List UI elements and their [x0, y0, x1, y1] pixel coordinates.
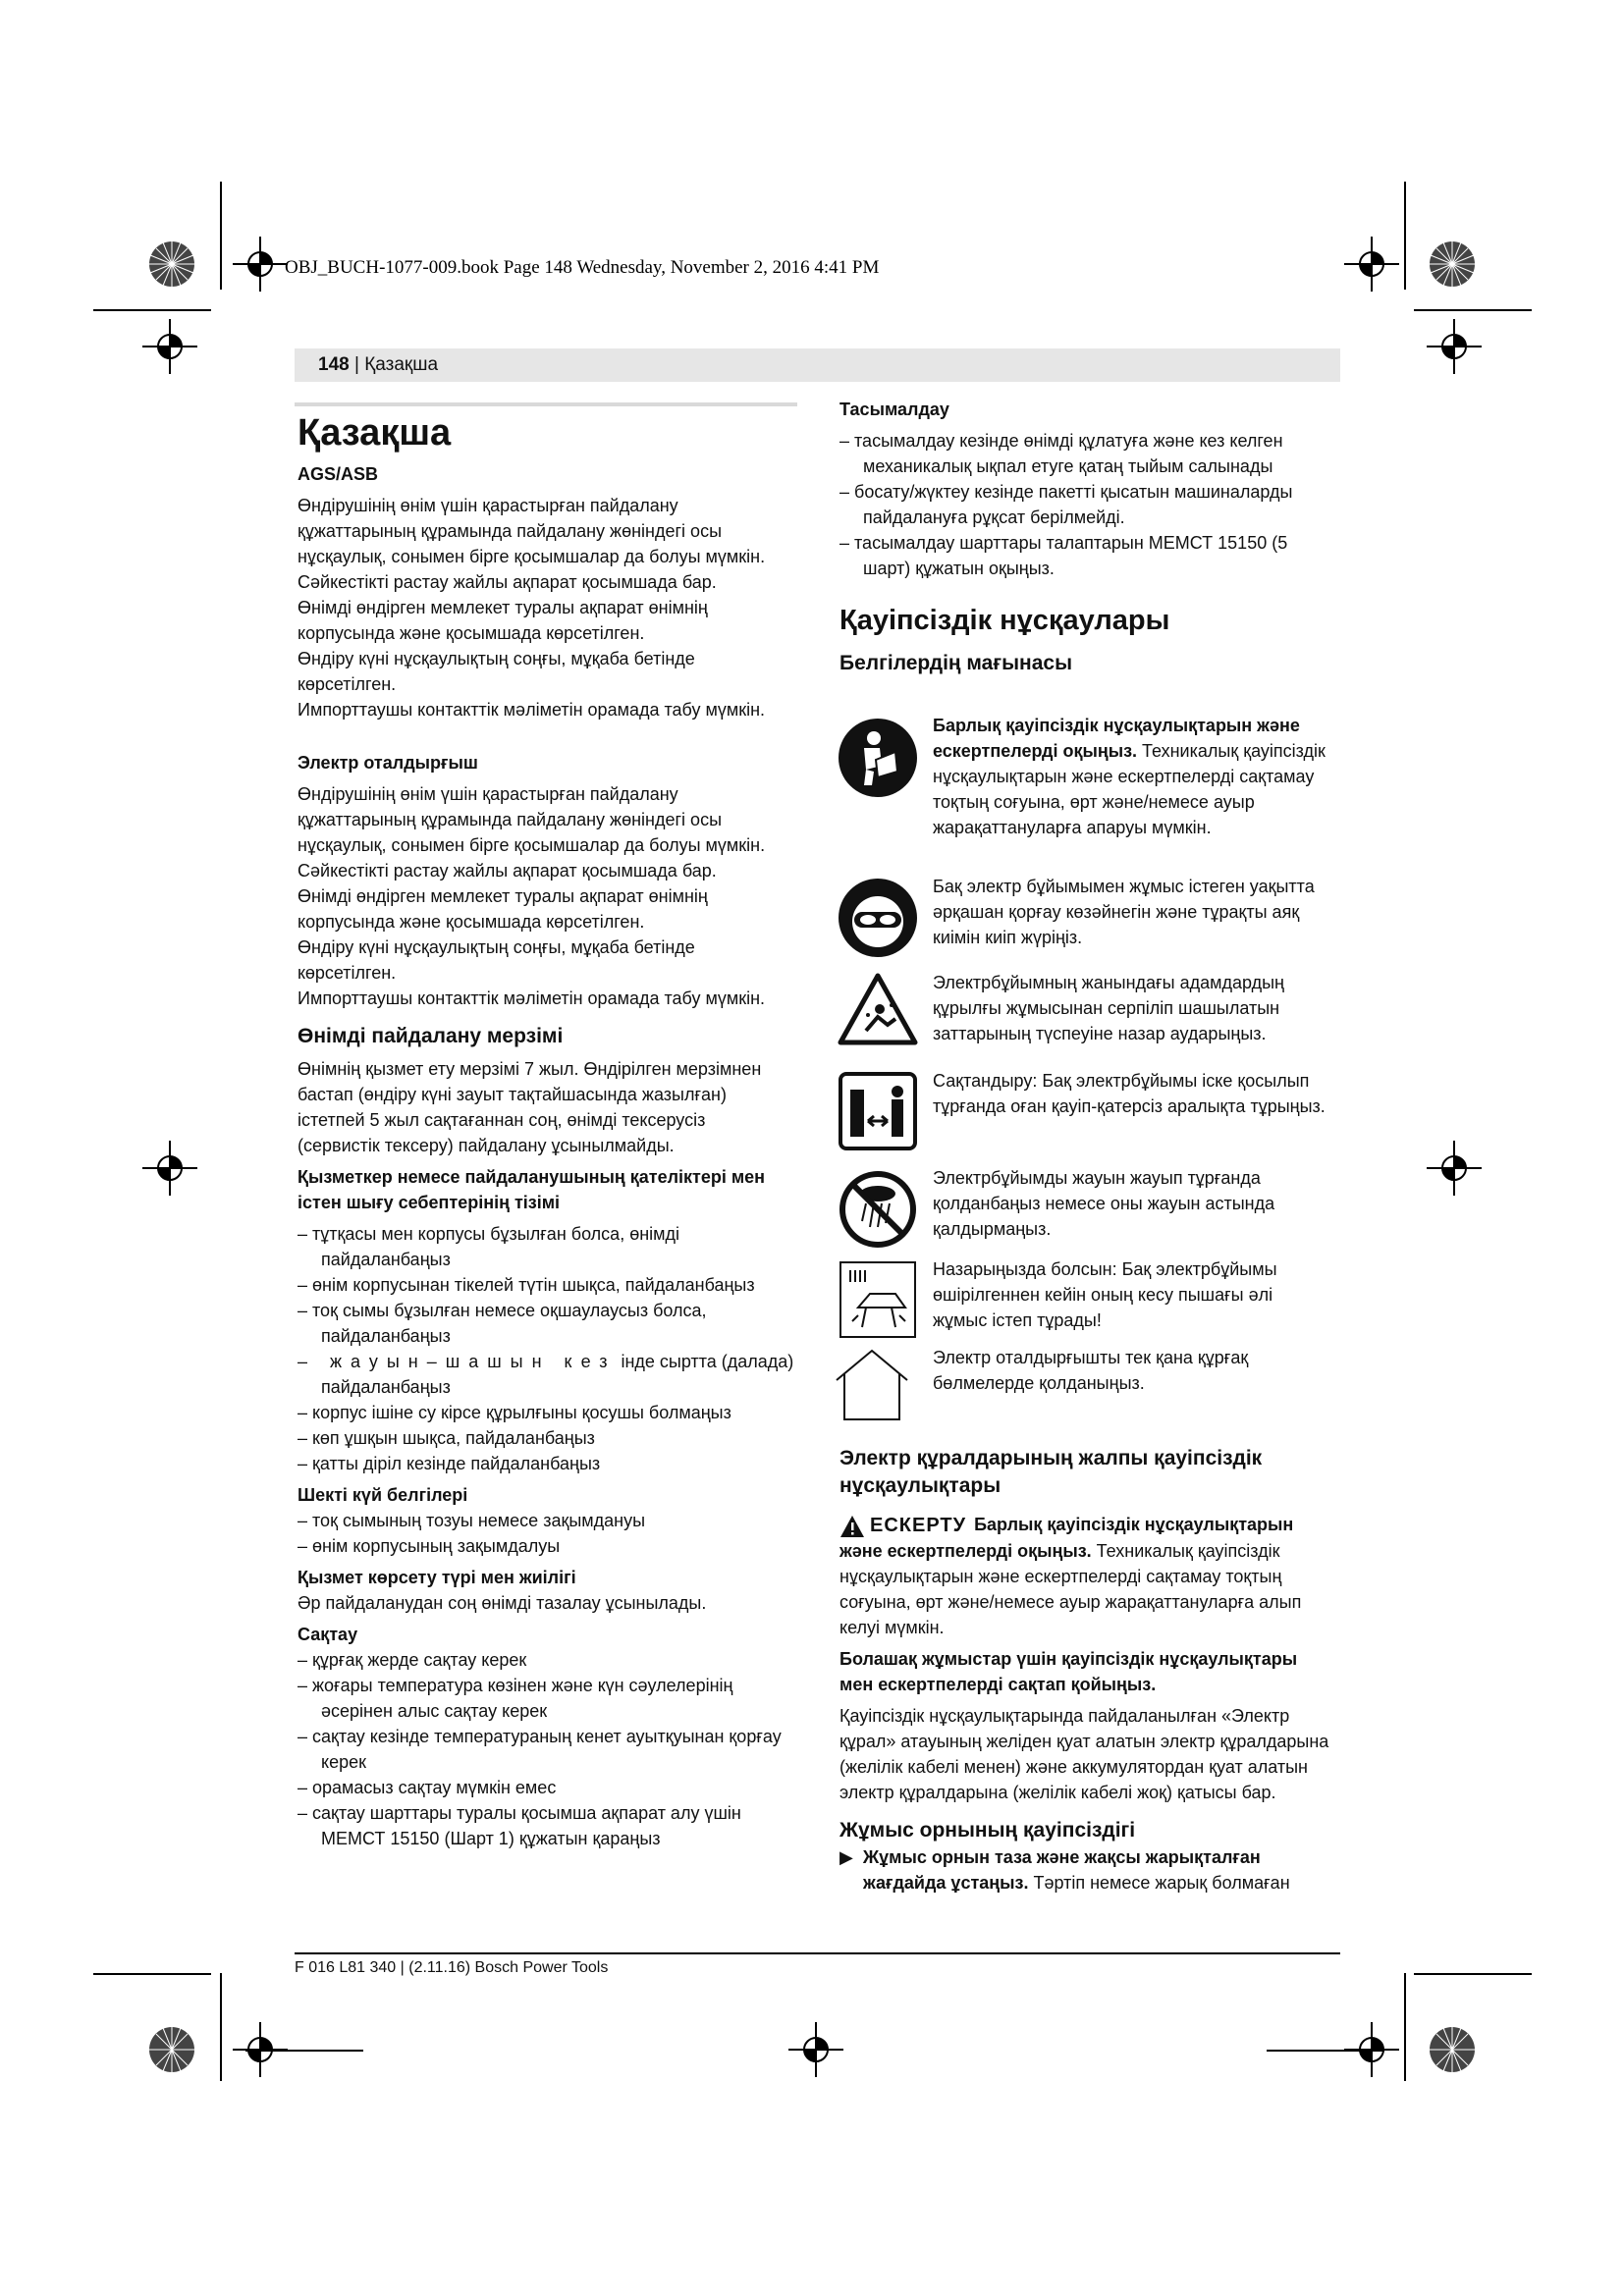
failure-item: – көп ұшқын шықса, пайдаланбаңыз	[298, 1428, 595, 1448]
crosshair-icon	[1344, 237, 1399, 292]
registration-starburst-icon	[1429, 2026, 1476, 2073]
limit-item: – тоқ сымының тозуы немесе зақымдануы	[298, 1511, 646, 1530]
charger-line: Өнімді өндірген мемлекет туралы ақпарат өнімнің	[298, 886, 708, 906]
failure-item: – қатты діріл кезінде пайдаланбаңыз	[298, 1454, 601, 1473]
intro-line: құжаттарының құрамында пайдалану жөніндегі осы	[298, 521, 722, 541]
intro-line: Сәйкестікті растау жайлы ақпарат қосымшада бар.	[298, 572, 717, 592]
crop-mark	[93, 309, 211, 311]
left-column	[298, 410, 808, 1851]
failure-item: – тұтқасы мен корпусы бұзылған болса, өнімді пайдаланбаңыз	[298, 1224, 680, 1269]
symbols-heading: Белгілердің мағынасы	[839, 652, 1073, 674]
failure-item: – корпус ішіне су кірсе құрылғыны қосушы болмаңыз	[298, 1403, 731, 1422]
symbol-text-rain: Электрбұйымды жауын жауып тұрғанда қолданбаңыз немесе оны жауын астында қалдырмаңыз.	[933, 1168, 1275, 1239]
storage-item: – құрғақ жерде сақтау керек	[298, 1650, 527, 1670]
registration-starburst-icon	[148, 240, 195, 288]
registration-starburst-icon	[1429, 240, 1476, 288]
storage-item: – жоғары температура көзінен және күн сәулелерінің әсерінен алыс сақтау керек	[298, 1676, 733, 1721]
failure-item: – тоқ сымы бұзылған немесе оқшаулаусыз болса, пайдаланбаңыз	[298, 1301, 707, 1346]
symbol-bold: Барлық қауіпсіздік нұсқаулықтарын және ескертпелерді оқыңыз.	[933, 716, 1300, 761]
failures-heading: Қызметкер немесе пайдаланушының қателіктері мен істен шығу себептерінің тізімі	[298, 1167, 766, 1212]
intro-line: көрсетілген.	[298, 674, 397, 694]
symbol-text-goggles: Бақ электр бұйымымен жұмыс істеген уақытта әрқашан қорғау көзәйнегін және тұрақты аяқ киімін киіп жүріңіз.	[933, 877, 1315, 947]
symbol-text-distance: Сақтандыру: Бақ электрбұйымы іске қосылып тұрғанда оған қауіп-қатерсіз аралықта тұрыңыз.	[933, 1071, 1326, 1116]
crop-mark	[1414, 1973, 1532, 1975]
transport-heading: Тасымалдау	[839, 400, 949, 419]
storage-item: – орамасыз сақтау мүмкін емес	[298, 1778, 557, 1797]
crosshair-icon	[1427, 319, 1482, 374]
symbol-text-indoor: Электр отaлдырғышты тек қана құрғақ бөлмелерде қолданыңыз.	[933, 1348, 1249, 1393]
workplace-text: Тәртіп немесе жарық болмаған	[1028, 1873, 1290, 1894]
charger-line: құжаттарының құрамында пайдалану жөніндегі осы	[298, 810, 722, 829]
lifetime-line: істетпей 5 жыл сақтағаннан соң, өнімді тексерусіз	[298, 1110, 706, 1130]
warning-triangle-icon	[839, 1515, 865, 1538]
right-column-top	[839, 397, 1330, 677]
service-text: Әр пайдаланудан соң өнімді тазалау ұсынылады.	[298, 1593, 707, 1613]
charger-line: көрсетілген.	[298, 963, 397, 983]
symbol-text-debris: Электрбұйымның жанындағы адамдардың құрылғы жұмысынан серпіліп шашылатын заттарының түспеуіне назар аударыңыз.	[933, 973, 1284, 1043]
crop-mark	[220, 182, 222, 290]
lifetime-line: (сервистік тексеру) пайдалану ұсынылмайды.	[298, 1136, 675, 1155]
no-rain-icon	[837, 1168, 919, 1251]
storage-item: – сақтау шарттары туралы қосымша ақпарат алу үшін МЕМСТ 15150 (Шарт 1) құжатын қараңыз	[298, 1803, 741, 1848]
registration-starburst-icon	[148, 2026, 195, 2073]
charger-heading: Электр отaлдырғыш	[298, 753, 478, 773]
read-manual-icon	[837, 717, 919, 799]
title-rule	[295, 402, 797, 406]
right-column-bottom	[839, 1445, 1330, 1896]
warning-bold: Барлық қауіпсіздік нұсқаулықтарын және ескертпелерді оқыңыз.	[839, 1515, 1294, 1562]
lifetime-line: Өнімнің қызмет ету мерзімі 7 жыл. Өндірілген мерзімнен	[298, 1059, 762, 1079]
limit-item: – өнім корпусының зақымдалуы	[298, 1536, 561, 1556]
keep-instructions-text: Қауіпсіздік нұсқаулықтарында пайдаланылған «Электр құрал» атауының желіден қуат алатын электр құралдарына (желілік кабелі менен) және аккумулятордан қуат алатын электр құралдарына (желілік кабелі жоқ) қатысы бар.	[839, 1706, 1329, 1803]
crop-mark	[1404, 1973, 1406, 2081]
lifetime-heading: Өнімді пайдалану мерзімі	[298, 1025, 564, 1047]
warning-badge	[839, 1513, 974, 1538]
crosshair-icon	[142, 1141, 197, 1196]
symbol-text-blade: Назарыңызда болсын: Бақ электрбұйымы өшірілгеннен кейін оның кесу пышағы әлі жұмыс істеп тұрады!	[933, 1259, 1277, 1330]
crosshair-icon	[788, 2022, 843, 2077]
charger-line: корпусында және қосымшада көрсетілген.	[298, 912, 645, 932]
page-number: 148	[318, 354, 350, 375]
charger-line: Өндірушінің өнім үшін қарастырған пайдалану	[298, 784, 678, 804]
header-separator: |	[349, 354, 365, 375]
charger-line: Өндіру күні нұсқаулықтың соңғы, мұқаба бетінде	[298, 937, 695, 957]
charger-line: нұсқаулық, сонымен бірге қосымшалар да болуы мүмкін.	[298, 835, 766, 855]
intro-line: Өндіру күні нұсқаулықтың соңғы, мұқаба бетінде	[298, 649, 695, 668]
transport-item: – тасымалдау шарттары талаптарын МЕМСТ 15150 (5 шарт) құжатын оқыңыз.	[839, 533, 1288, 578]
crop-mark	[220, 1973, 222, 2081]
symbol-text: Техникалық қауіпсіздік нұсқаулықтарын және ескертпелерді сақтамау тоқтың соғуына, өрт және/немесе ауыр жарақаттануларға апаруы мүмкін.	[933, 741, 1326, 837]
blade-runs-icon	[837, 1258, 919, 1341]
intro-line: Өндірушінің өнім үшін қарастырған пайдалану	[298, 496, 678, 515]
indoor-use-icon	[831, 1343, 913, 1425]
footer-text: F 016 L81 340 | (2.11.16) Bosch Power Tools	[295, 1959, 609, 1976]
debris-warning-icon	[837, 970, 919, 1052]
crop-mark	[1414, 309, 1532, 311]
intro-line: нұсқаулық, сонымен бірге қосымшалар да болуы мүмкін.	[298, 547, 766, 566]
crosshair-icon	[142, 319, 197, 374]
warning-label: ЕСКЕРТУ	[870, 1515, 967, 1537]
rain-item-rest: інде сыртта (далада) пайдаланбаңыз	[321, 1352, 794, 1397]
page-header	[295, 348, 1340, 382]
safety-title: Қауіпсіздік нұсқаулары	[839, 605, 1170, 636]
workplace-heading: Жұмыс орнының қауіпсіздігі	[839, 1819, 1136, 1842]
service-heading: Қызмет көрсету түрі мен жиілігі	[298, 1568, 576, 1587]
header-language: Қазақша	[364, 354, 439, 375]
charger-line: Сәйкестікті растау жайлы ақпарат қосымшада бар.	[298, 861, 717, 881]
transport-item: – тасымалдау кезінде өнімді құлатуға және кез келген механикалық ықпал етуге қатаң тыйым салынады	[839, 431, 1283, 476]
crop-mark	[1404, 182, 1406, 290]
rain-item-spaced: – жауын–шашын кез	[298, 1352, 617, 1371]
crop-mark	[245, 2050, 363, 2052]
intro-line: Импорттаушы контакттік мәліметін орамада табу мүмкін.	[298, 700, 766, 720]
failure-item: – өнім корпусынан тікелей түтін шықса, пайдаланбаңыз	[298, 1275, 755, 1295]
charger-line: Импорттаушы контакттік мәліметін орамада табу мүмкін.	[298, 988, 766, 1008]
crosshair-icon	[1427, 1141, 1482, 1196]
transport-item: – босату/жүктеу кезінде пакетті қысатын машиналарды пайдалануға рұқсат берілмейді.	[839, 482, 1293, 527]
workplace-bold: Жұмыс орнын таза және жақсы жарықталған жағдайда ұстаңыз.	[862, 1847, 1261, 1894]
book-info-line: OBJ_BUCH-1077-009.book Page 148 Wednesday, November 2, 2016 4:41 PM	[285, 257, 880, 278]
intro-line: Өнімді өндірген мемлекет туралы ақпарат өнімнің	[298, 598, 708, 617]
general-safety-heading: Электр құралдарының жалпы қауіпсіздік нұсқаулықтары	[839, 1447, 1263, 1497]
failure-item-rain	[298, 1349, 808, 1400]
workplace-item	[839, 1844, 1330, 1896]
model-heading: AGS/ASB	[298, 464, 379, 484]
storage-heading: Сақтау	[298, 1625, 358, 1644]
crosshair-icon	[233, 237, 288, 292]
intro-line: корпусында және қосымшада көрсетілген.	[298, 623, 645, 643]
goggles-icon	[837, 877, 919, 959]
warning-paragraph	[839, 1512, 1330, 1640]
symbol-text-read-manual	[933, 713, 1330, 840]
bullet-arrow-icon: ▶	[839, 1847, 853, 1868]
safe-distance-icon	[837, 1070, 919, 1152]
footer-rule	[295, 1952, 1340, 1954]
crop-mark	[93, 1973, 211, 1975]
lifetime-line: бастап (өндіру күні зауыт тақтайшасында жазылған)	[298, 1085, 727, 1104]
limits-heading: Шекті күй белгілері	[298, 1485, 468, 1505]
page-title: Қазақша	[298, 412, 452, 454]
storage-item: – сақтау кезінде температураның кенет ауытқуынан қорғау керек	[298, 1727, 782, 1772]
keep-instructions-heading: Болашақ жұмыстар үшін қауіпсіздік нұсқаулықтары мен ескертпелерді сақтап қойыңыз.	[839, 1649, 1298, 1695]
warning-text: Техникалық қауіпсіздік нұсқаулықтарын және ескертпелерді сақтамау тоқтың соғуына, өрт және/немесе ауыр жарақаттануларға алып келуі мүмкін.	[839, 1541, 1302, 1638]
crop-mark	[1267, 2050, 1384, 2052]
